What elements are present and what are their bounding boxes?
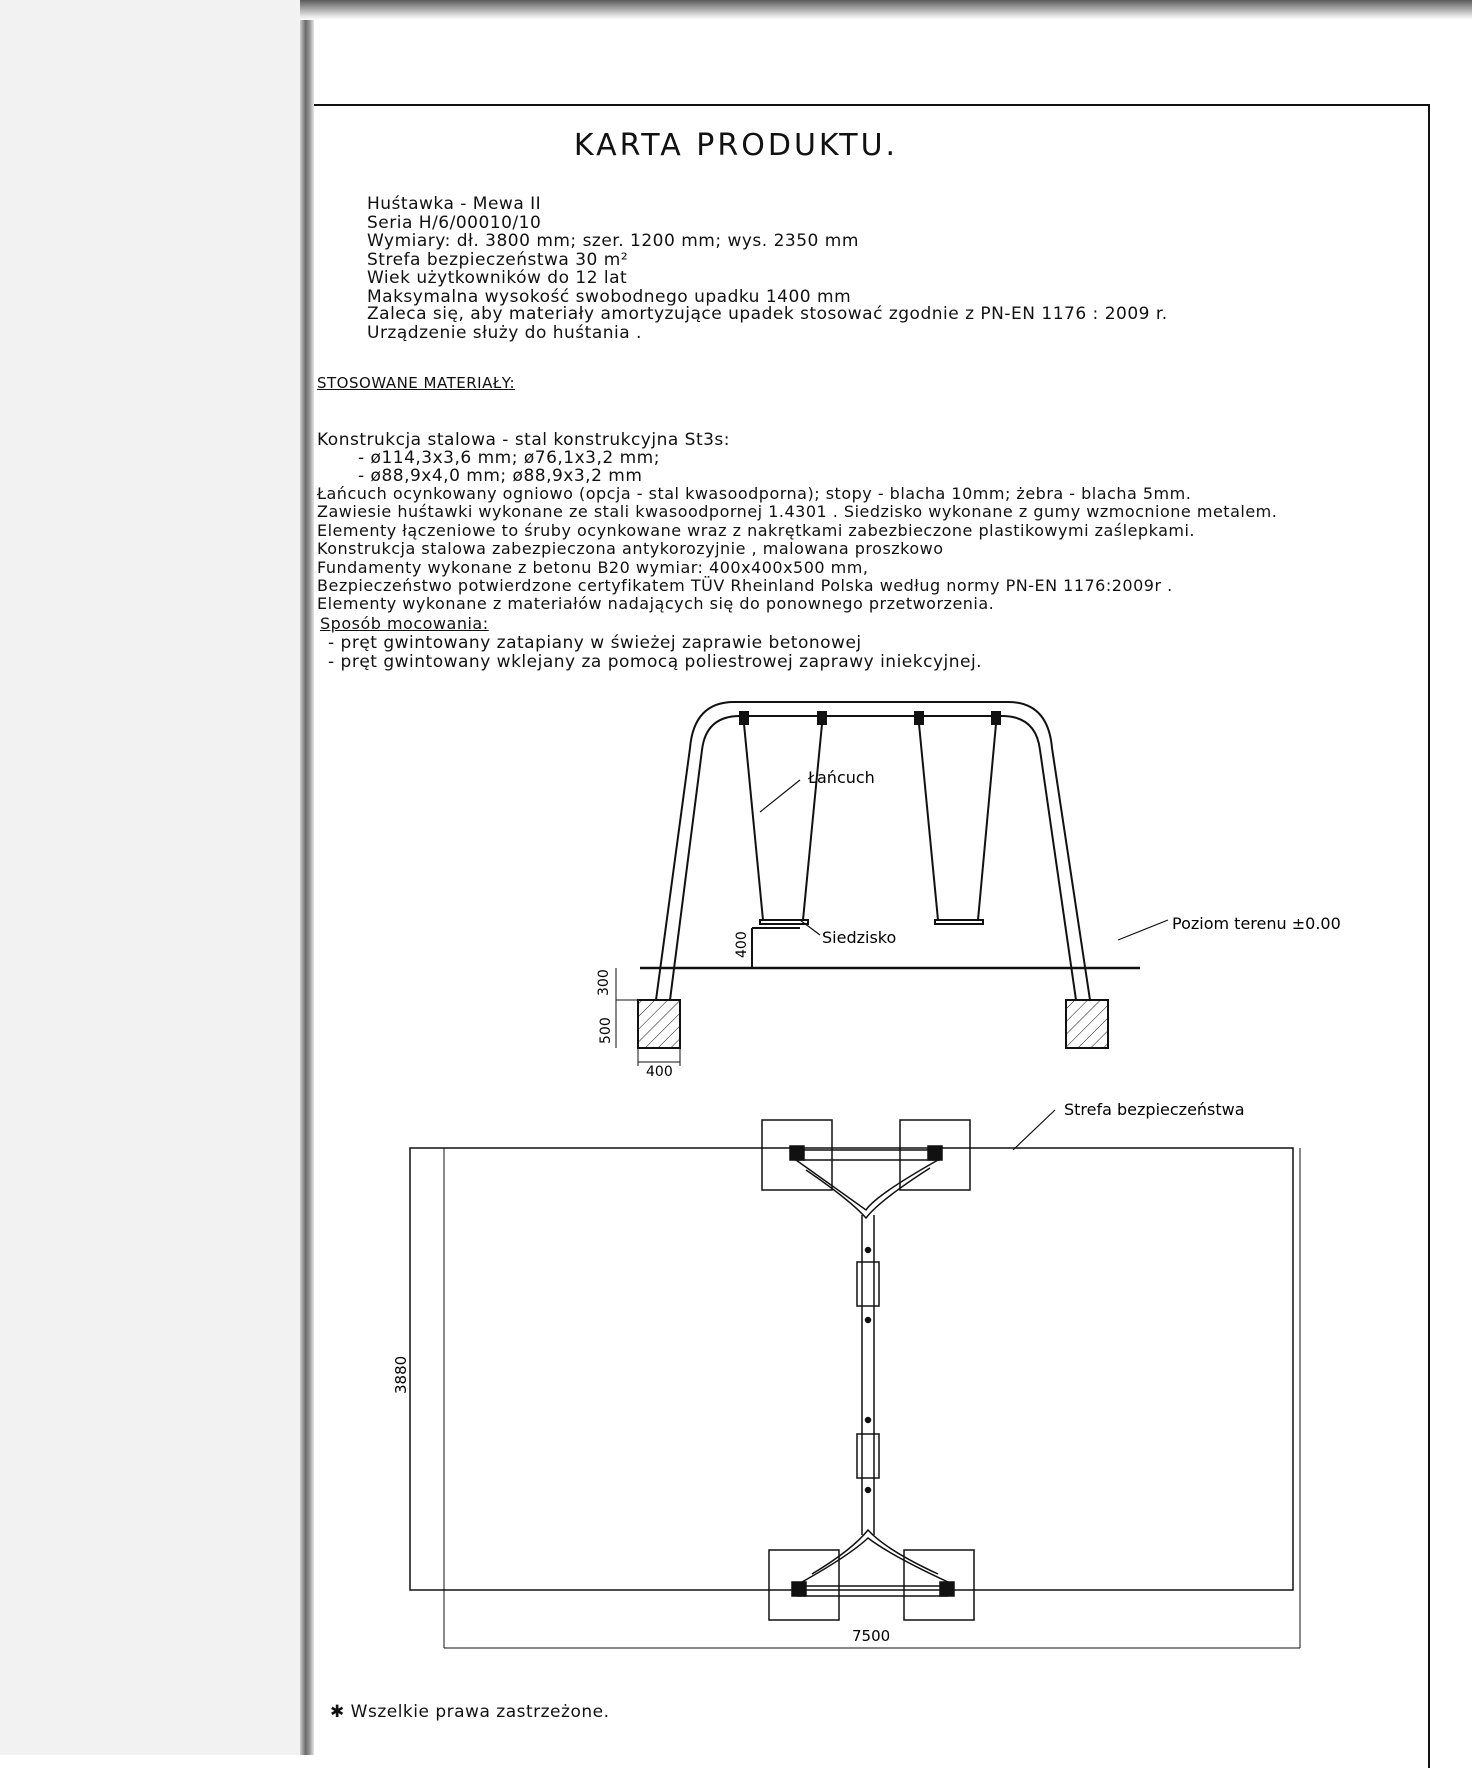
recycle-note: Elementy wykonane z materiałów nadających się do ponownego przetworzenia. (317, 594, 995, 613)
product-dimensions: Wymiary: dł. 3800 mm; szer. 1200 mm; wys. 2350 mm (367, 231, 859, 251)
label-ground: Poziom terenu ±0.00 (1172, 914, 1341, 933)
seat-leader (800, 920, 820, 935)
dim-seat-height: 400 (734, 931, 750, 958)
mounting-heading: Sposób mocowania: (320, 614, 489, 633)
safety-zone-rect (410, 1148, 1293, 1590)
product-purpose: Urządzenie służy do huśtania . (367, 323, 642, 343)
product-recommendation: Zaleca się, aby materiały amortyzujące upadek stosować zgodnie z PN-EN 1176 : 2009 r. (367, 304, 1168, 324)
chain-right-2 (978, 724, 996, 920)
frame-inner (670, 716, 1076, 1000)
material-line: Łańcuch ocynkowany ogniowo (opcja - stal kwasoodporna); stopy - blacha 10mm; żebra - blacha 5mm. (317, 484, 1192, 503)
swing-elevation (616, 702, 1168, 1066)
label-chain: Łańcuch (808, 768, 875, 787)
chain-leader (760, 780, 800, 812)
foundation-left (638, 1000, 680, 1048)
material-line: Zawiesie huśtawki wykonane ze stali kwasoodpornej 1.4301 . Siedzisko wykonane z gumy wzmocnione metalem. (317, 502, 1278, 521)
mounting-item: - pręt gwintowany wklejany za pomocą poliestrowej zaprawy iniekcyjnej. (328, 652, 983, 672)
dim-300: 300 (596, 969, 612, 996)
product-name: Huśtawka - Mewa II (367, 194, 542, 214)
material-line: Konstrukcja stalowa - stal konstrukcyjna St3s: (317, 430, 731, 450)
product-fall-height: Maksymalna wysokość swobodnego upadku 1400 mm (367, 287, 852, 307)
frame-outer (656, 702, 1090, 1000)
mounting-item: - pręt gwintowany zatapiany w świeżej zaprawie betonowej (328, 633, 862, 653)
asterisk-icon: ✱ (330, 1702, 351, 1722)
label-safety-zone: Strefa bezpieczeństwa (1064, 1100, 1245, 1119)
ground-leader (1118, 920, 1168, 940)
materials-heading: STOSOWANE MATERIAŁY: (317, 374, 515, 392)
material-line: Elementy łączeniowe to śruby ocynkowane wraz z nakrętkami zabezbieczone plastikowymi zaślepkami. (317, 521, 1195, 540)
material-line: Bezpieczeństwo potwierdzone certyfikatem TÜV Rheinland Polska według normy PN-EN 1176:2009r . (317, 576, 1173, 595)
dim-3880: 3880 (392, 1355, 410, 1394)
chain-left-1 (744, 724, 763, 920)
material-line: Fundamenty wykonane z betonu B20 wymiar: 400x400x500 mm, (317, 558, 869, 577)
dim-500: 500 (598, 1017, 614, 1044)
footer-note (330, 1702, 609, 1722)
seat-right (935, 920, 983, 924)
product-user-age: Wiek użytkowników do 12 lat (367, 268, 628, 288)
material-line: - ø114,3x3,6 mm; ø76,1x3,2 mm; (358, 448, 660, 468)
product-series: Seria H/6/00010/10 (367, 213, 542, 233)
hangers (740, 712, 1000, 724)
chain-left-2 (803, 724, 822, 920)
footer-text: Wszelkie prawa zastrzeżone. (350, 1702, 610, 1722)
pad-bottom-right (904, 1550, 974, 1620)
document-title: KARTA PRODUKTU. (573, 128, 899, 163)
dim-7500: 7500 (852, 1627, 891, 1645)
material-line: - ø88,9x4,0 mm; ø88,9x3,2 mm (358, 466, 643, 486)
dim-400-base: 400 (646, 1064, 673, 1080)
foundation-right (1066, 1000, 1108, 1048)
chain-right-1 (919, 724, 938, 920)
product-safety-zone: Strefa bezpieczeństwa 30 m² (367, 250, 629, 270)
material-line: Konstrukcja stalowa zabezpieczona antykorozyjnie , malowana proszkowo (317, 539, 944, 558)
swing-plan (410, 1110, 1300, 1648)
label-seat: Siedzisko (822, 928, 897, 947)
